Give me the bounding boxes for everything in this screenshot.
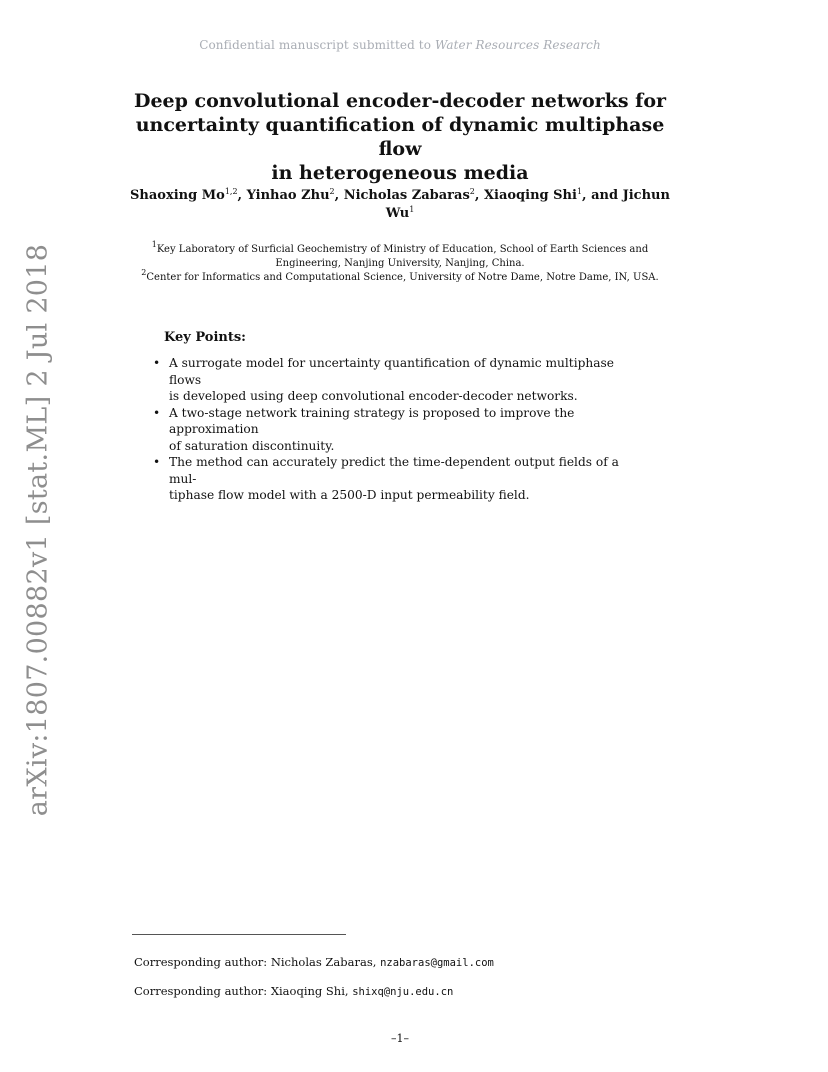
footnote-corresponding-author-2 [134,984,453,998]
footnote-2-email[interactable]: shixq@nju.edu.cn [352,986,454,998]
author-affiliation-sup: 2 [329,187,335,196]
author-affiliation-sup: 1 [576,187,583,196]
author-name: Yinhao Zhu [246,188,330,203]
key-point-line: A surrogate model for uncertainty quantification of dynamic multiphase flows [169,356,614,387]
key-point-line: of saturation discontinuity. [169,438,335,453]
affiliation-2 [135,268,665,285]
affiliations [135,240,665,285]
key-points-list [150,355,640,504]
bullet-icon: • [153,356,161,370]
author-affiliation-sup: 1 [409,205,415,214]
header-journal: Water Resources Research [434,38,601,52]
author-separator: , [474,188,484,203]
author-name: Shaoxing Mo [130,188,225,203]
key-points-heading: Key Points: [164,330,246,345]
author-separator: , [237,188,247,203]
author-separator: , and [582,188,623,203]
key-point-line: The method can accurately predict the time-dependent output fields of a mul- [169,455,619,486]
key-point-item [150,454,640,504]
author-affiliation-sup: 1,2 [224,187,238,196]
author-name: Xiaoqing Shi [483,188,577,203]
affiliation-1-line-2: Engineering, Nanjing University, Nanjing, China. [275,258,525,269]
paper-title [120,89,680,185]
arxiv-stamp: arXiv:1807.00882v1 [stat.ML] 2 Jul 2018 [22,243,54,817]
title-line-1: Deep convolutional encoder-decoder networks for [133,90,667,112]
author-name: Nicholas Zabaras [343,188,470,203]
affiliation-2-sup: 2 [141,268,147,277]
key-point-item [150,355,640,405]
title-line-3: in heterogeneous media [271,162,529,184]
running-header [0,38,800,52]
bullet-icon: • [153,455,161,469]
author-affiliation-sup: 2 [469,187,475,196]
title-line-2: uncertainty quantification of dynamic multiphase flow [135,114,665,160]
footnote-1-email[interactable]: nzabaras@gmail.com [380,957,494,969]
bullet-icon: • [153,405,161,420]
affiliation-2-text: Center for Informatics and Computational Science, University of Notre Dame, Notre Dame, IN, USA. [146,272,659,283]
author-name: Jichun Wu [385,188,670,221]
key-point-line: is developed using deep convolutional encoder-decoder networks. [169,389,578,403]
page-number: –1– [391,1032,409,1045]
affiliation-1-sup: 1 [151,240,157,249]
footnote-divider [132,934,346,935]
footnote-corresponding-author-1 [134,955,494,969]
footnote-1-label: Corresponding author: Nicholas Zabaras, [134,955,377,969]
affiliation-1-line-1: Key Laboratory of Surficial Geochemistry of Ministry of Education, School of Earth Sciences and [156,244,649,255]
author-list [130,187,670,223]
affiliation-1 [135,240,665,271]
key-point-item [150,405,640,455]
author-separator: , [334,188,344,203]
header-prefix: Confidential manuscript submitted to [199,38,432,52]
key-point-line: A two-stage network training strategy is proposed to improve the approximation [169,405,575,436]
key-point-line: tiphase flow model with a 2500-D input permeability field. [169,488,530,502]
footnote-2-label: Corresponding author: Xiaoqing Shi, [134,984,349,998]
